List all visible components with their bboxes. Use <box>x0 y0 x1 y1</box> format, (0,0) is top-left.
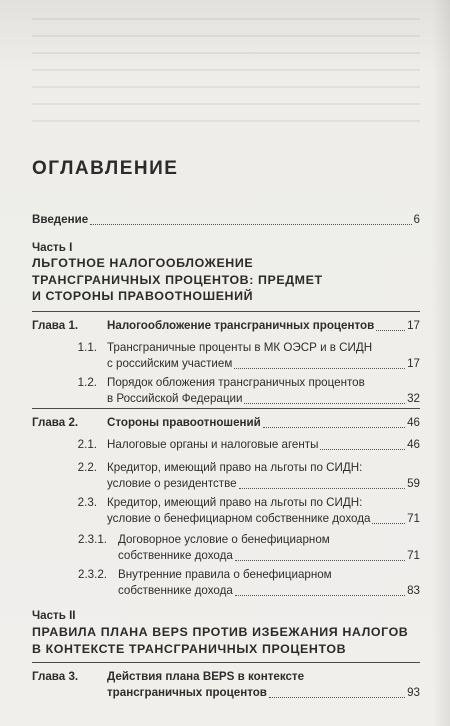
toc-page-number: 6 <box>413 213 420 226</box>
chapter-last-line <box>107 685 420 701</box>
toc-page-number: 71 <box>407 549 420 562</box>
chapter-title-line: Действия плана BEPS в контексте <box>107 670 305 683</box>
dot-leader <box>234 368 405 369</box>
toc-entry-section-2-1[interactable] <box>32 437 420 453</box>
part-title <box>32 255 323 305</box>
subsection-last-line <box>118 583 420 599</box>
section-title-line: Кредитор, имеющий право на льготы по СИДН: <box>107 496 363 509</box>
toc-page-number: 93 <box>407 686 420 699</box>
toc-page-number: 32 <box>407 392 420 405</box>
dot-leader <box>269 697 405 698</box>
chapter-number: Глава 1. <box>32 319 79 332</box>
subsection-title-line: собственнике дохода <box>118 549 233 562</box>
section-body <box>107 495 420 527</box>
section-body <box>107 460 420 492</box>
part-title <box>32 624 408 657</box>
chapter-title: Стороны правоотношений <box>107 416 261 429</box>
subsection-number: 2.3.2. <box>78 568 108 581</box>
bleed-through-text <box>32 18 420 128</box>
toc-page-number: 59 <box>407 477 420 490</box>
section-title-line: в Российской Федерации <box>107 392 243 405</box>
section-body <box>107 375 420 407</box>
toc-title: ОГЛАВЛЕНИЕ <box>32 158 179 179</box>
chapter-number: Глава 3. <box>32 670 79 683</box>
dot-leader <box>235 595 405 596</box>
toc-page-number: 46 <box>407 416 420 429</box>
toc-page-number: 17 <box>407 357 420 370</box>
dot-leader <box>244 403 405 404</box>
section-number: 2.2. <box>77 461 97 474</box>
toc-entry-chapter-2[interactable] <box>32 415 420 431</box>
part-label: Часть I <box>32 241 73 254</box>
divider-rule <box>32 662 420 663</box>
dot-leader <box>263 427 405 428</box>
part-label: Часть II <box>32 609 76 622</box>
part-title-line: И СТОРОНЫ ПРАВООТНОШЕНИЙ <box>32 289 254 303</box>
section-number: 2.1. <box>77 438 97 451</box>
section-last-line <box>107 391 420 407</box>
toc-entry-section-2-3[interactable] <box>32 495 420 527</box>
dot-leader <box>320 449 405 450</box>
chapter-body <box>107 669 420 701</box>
part-title-line: ЛЬГОТНОЕ НАЛОГООБЛОЖЕНИЕ <box>32 256 254 270</box>
section-last-line <box>107 476 420 492</box>
section-title-line: Налоговые органы и налоговые агенты <box>107 438 319 451</box>
toc-page-number: 17 <box>407 319 420 332</box>
section-body <box>107 340 420 372</box>
subsection-title-line: Договорное условие о бенефициарном <box>118 533 330 546</box>
section-last-line <box>107 511 420 527</box>
chapter-number: Глава 2. <box>32 416 79 429</box>
toc-entry-chapter-3[interactable] <box>32 669 420 701</box>
dot-leader <box>90 224 411 225</box>
toc-page-number: 83 <box>407 584 420 597</box>
subsection-body <box>118 532 420 564</box>
toc-entry-section-1-1[interactable] <box>32 340 420 372</box>
subsection-number: 2.3.1. <box>78 533 108 546</box>
section-number: 2.3. <box>77 496 97 509</box>
section-title-line: условие о бенефициарном собственнике дохода <box>107 512 371 525</box>
section-title-line: условие о резидентстве <box>107 477 237 490</box>
dot-leader <box>235 560 405 561</box>
subsection-title-line: Внутренние правила о бенефициарном <box>118 568 332 581</box>
divider-rule <box>32 408 420 409</box>
section-title-line: Трансграничные проценты в МК ОЭСР и в СИДН <box>107 341 373 354</box>
dot-leader <box>376 330 405 331</box>
chapter-title: Налогообложение трансграничных процентов <box>107 319 375 332</box>
dot-leader <box>239 488 406 489</box>
section-number: 1.2. <box>77 376 97 389</box>
section-last-line <box>107 356 420 372</box>
toc-entry-label: Введение <box>32 213 89 226</box>
subsection-body <box>118 567 420 599</box>
toc-entry-subsection-2-3-1[interactable] <box>78 532 420 564</box>
toc-page-number: 46 <box>407 438 420 451</box>
toc-page-number: 71 <box>407 512 420 525</box>
subsection-last-line <box>118 548 420 564</box>
toc-entry-chapter-1[interactable] <box>32 318 420 334</box>
part-title-line: ПРАВИЛА ПЛАНА BEPS ПРОТИВ ИЗБЕЖАНИЯ НАЛОГОВ <box>32 625 409 639</box>
section-title-line: Кредитор, имеющий право на льготы по СИДН: <box>107 461 363 474</box>
subsection-title-line: собственнике дохода <box>118 584 233 597</box>
section-title-line: с российским участием <box>107 357 233 370</box>
page-edge-shadow <box>432 0 450 726</box>
section-number: 1.1. <box>77 341 97 354</box>
part-title-line: ТРАНСГРАНИЧНЫХ ПРОЦЕНТОВ: ПРЕДМЕТ <box>32 272 323 287</box>
chapter-title-line: трансграничных процентов <box>107 686 267 699</box>
toc-entry-intro[interactable] <box>32 212 420 228</box>
section-title-line: Порядок обложения трансграничных процентов <box>107 376 365 389</box>
dot-leader <box>372 523 405 524</box>
part-title-line: В КОНТЕКСТЕ ТРАНСГРАНИЧНЫХ ПРОЦЕНТОВ <box>32 641 347 656</box>
toc-entry-section-1-2[interactable] <box>32 375 420 407</box>
toc-entry-subsection-2-3-2[interactable] <box>78 567 420 599</box>
toc-entry-section-2-2[interactable] <box>32 460 420 492</box>
divider-rule <box>32 311 420 312</box>
